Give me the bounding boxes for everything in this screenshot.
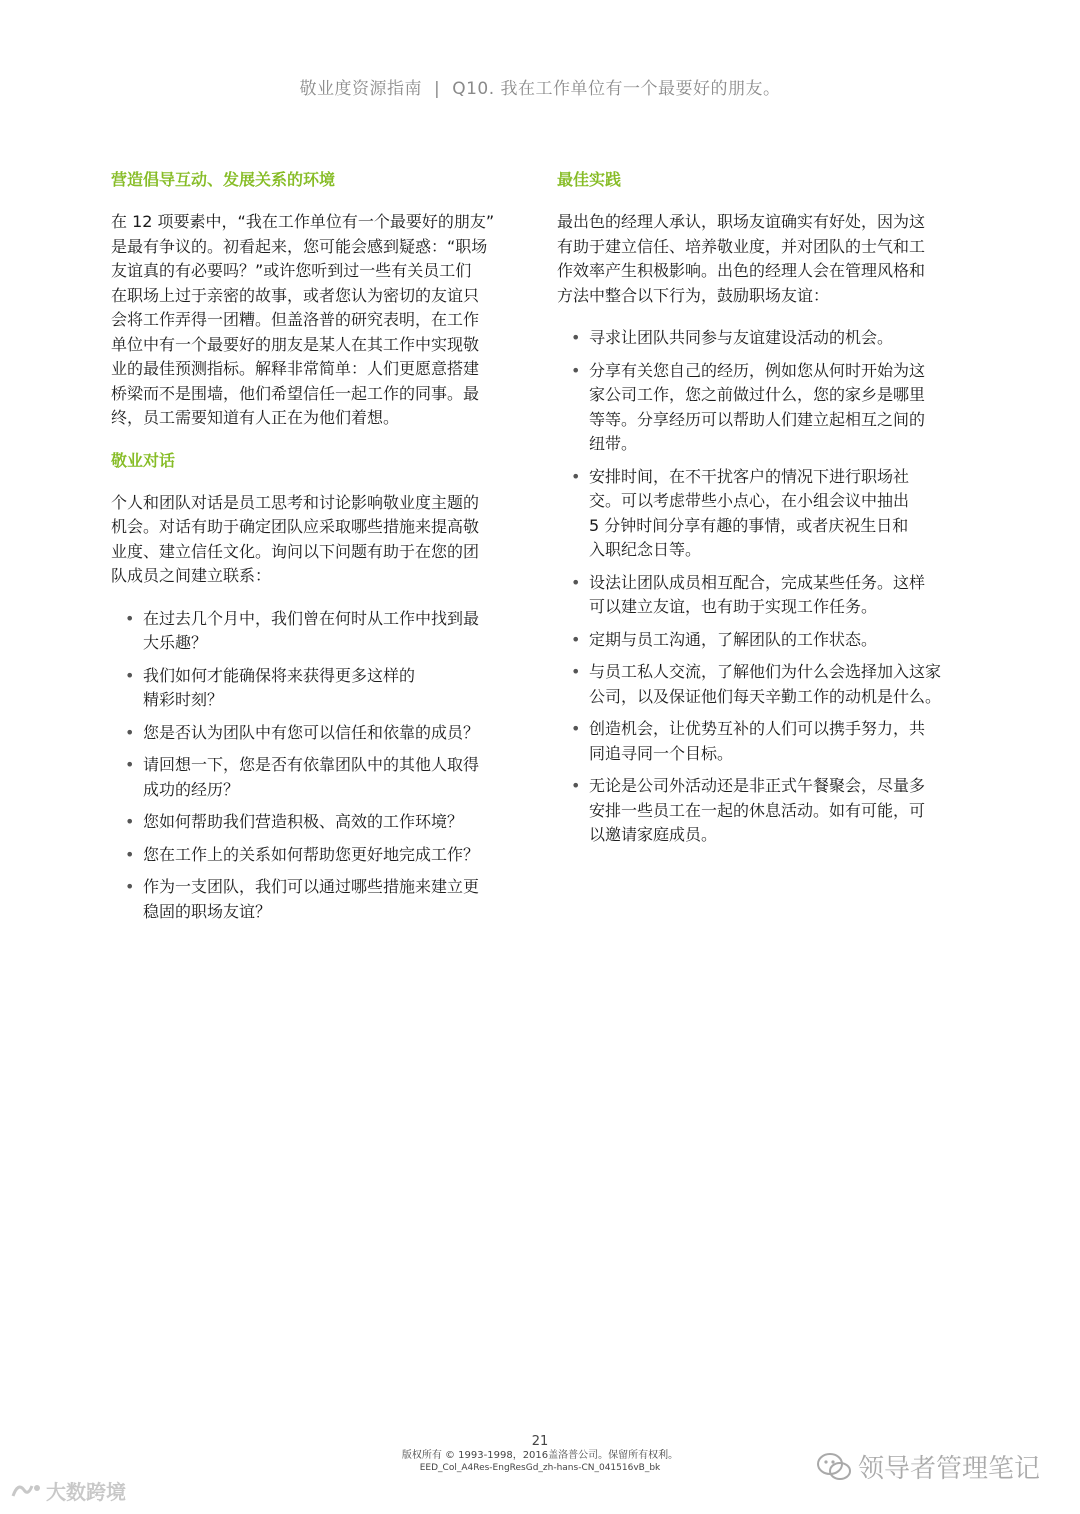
paragraph-dialogue [111,491,523,589]
list-item-line: 可以建立友谊，也有助于实现工作任务。 [589,597,878,616]
list-item-line: 入职纪念日等。 [589,540,702,559]
bullet-icon: • [125,608,135,628]
list-item [111,810,523,835]
list-item [557,660,969,709]
list-item-line: 设法让团队成员相互配合，完成某些任务。这样 [589,572,926,592]
bullet-icon: • [125,665,135,685]
list-item-line: 家公司工作，您之前做过什么，您的家乡是哪里 [589,385,926,404]
paragraph-line: 方法中整合以下行为，鼓励职场友谊： [557,285,830,305]
bullet-icon: • [571,328,581,347]
list-item [557,326,969,351]
bullet-icon: • [571,662,581,681]
list-item-line: 寻求让团队共同参与友谊建设活动的机会。 [589,328,894,347]
list-item [557,465,969,563]
list-item-line: 等等。分享经历可以帮助人们建立起相互之间的 [589,409,926,429]
list-item-line: 安排一些员工在一起的休息活动。如有可能，可 [589,800,926,820]
dialogue-question-list [111,607,523,925]
bullet-icon: • [571,466,581,486]
list-item [111,753,523,802]
paragraph-line: 单位中有一个最要好的朋友是某人在其工作中实现敬 [111,334,480,354]
list-item-line: 交。可以考虑带些小点心，在小组会议中抽出 [589,491,910,510]
watermark-left [10,1476,126,1505]
list-item-line: 作为一支团队，我们可以通过哪些措施来建立更 [143,877,480,896]
header-question: Q10. 我在工作单位有一个最要好的朋友。 [452,79,781,99]
list-item [557,717,969,766]
paragraph-line: 最出色的经理人承认，职场友谊确实有好处，因为这 [557,212,926,231]
list-item [111,607,523,656]
paragraph-line: 业度、建立信任文化。询问以下问题有助于在您的团 [111,541,480,561]
paragraph-line: 队成员之间建立联系： [111,566,272,585]
list-item [111,875,523,924]
paragraph-line: 在职场上过于亲密的故事，或者您认为密切的友谊只 [111,285,480,305]
bullet-icon: • [571,572,581,592]
list-item-line: 公司，以及保证他们每天辛勤工作的动机是什么。 [589,686,942,706]
paragraph-line: 终，员工需要知道有人正在为他们着想。 [111,408,400,427]
bullet-icon: • [571,776,581,795]
list-item-line: 5 分钟时间分享有趣的事情，或者庆祝生日和 [589,515,909,535]
bullet-icon: • [571,629,581,649]
section-title-best-practices: 最佳实践 [557,170,622,189]
list-item [557,774,969,848]
bullet-icon: • [125,877,135,896]
list-item-line: 以邀请家庭成员。 [589,825,718,844]
bullet-icon: • [125,844,135,864]
wechat-icon [816,1452,852,1482]
list-item [111,664,523,713]
paragraph-line: 是最有争议的。初看起来，您可能会感到疑惑：“职场 [111,236,488,256]
paragraph-line: 业的最佳预测指标。解释非常简单：人们更愿意搭建 [111,359,480,378]
list-item-line: 在过去几个月中，我们曾在何时从工作中找到最 [143,608,480,628]
section-title-dialogue: 敬业对话 [111,450,176,470]
list-item-line: 与员工私人交流，了解他们为什么会选择加入这家 [589,662,942,681]
list-item-line: 同追寻同一个目标。 [589,743,734,763]
bullet-icon: • [571,719,581,738]
paragraph-line: 在 12 项要素中，“我在工作单位有一个最要好的朋友” [111,212,495,231]
list-item-line: 无论是公司外活动还是非正式午餐聚会，尽量多 [589,776,926,795]
list-item [557,628,969,653]
paragraph-line: 桥梁而不是围墙，他们希望信任一起工作的同事。最 [111,383,480,403]
paragraph-line: 有助于建立信任、培养敬业度，并对团队的士气和工 [557,236,926,256]
paragraph-line: 友谊真的有必要吗？”或许您听到过一些有关员工们 [111,261,472,280]
list-item [557,571,969,620]
list-item [557,359,969,457]
watermark-right [816,1448,1040,1485]
bullet-icon: • [571,360,581,380]
section-title-environment: 营造倡导互动、发展关系的环境 [111,170,336,189]
paragraph-line: 作效率产生积极影响。出色的经理人会在管理风格和 [557,261,926,280]
best-practices-list [557,326,969,848]
watermark-left-text: 大数跨境 [46,1480,126,1504]
list-item-line: 稳固的职场友谊？ [143,901,272,921]
paragraph-line: 机会。对话有助于确定团队应采取哪些措施来提高敬 [111,517,480,536]
page-number: 21 [531,1434,549,1449]
list-item-line: 大乐趣？ [143,633,208,652]
paragraph-best-practices [557,210,969,308]
watermark-right-text: 领导者管理笔记 [858,1454,1041,1484]
right-column [557,168,969,856]
bullet-icon: • [125,812,135,831]
list-item-line: 您如何帮助我们营造积极、高效的工作环境？ [143,812,464,831]
list-item-line: 创造机会，让优势互补的人们可以携手努力，共 [589,719,926,738]
list-item-line: 安排时间，在不干扰客户的情况下进行职场社 [589,466,910,486]
list-item [111,721,523,746]
left-column [111,168,523,932]
list-item [111,843,523,868]
list-item-line: 请回想一下，您是否有依靠团队中的其他人取得 [143,755,480,774]
list-item-line: 您在工作上的关系如何帮助您更好地完成工作？ [143,844,480,864]
list-item-line: 您是否认为团队中有您可以信任和依靠的成员？ [143,722,480,742]
list-item-line: 定期与员工沟通，了解团队的工作状态。 [589,629,878,649]
list-item-line: 我们如何才能确保将来获得更多这样的 [143,665,416,685]
list-item-line: 成功的经历？ [143,779,240,799]
copyright-notice: 版权所有 © 1993-1998，2016盖洛普公司。保留所有权利。 [401,1450,679,1461]
paragraph-environment [111,210,523,431]
list-item-line: 精彩时刻？ [143,690,224,709]
bullet-icon: • [125,722,135,742]
page-header [0,74,1080,99]
document-code: EED_Col_A4Res-EngResGd_zh-hans-CN_041516vB_bk [419,1463,661,1473]
paragraph-line: 个人和团队对话是员工思考和讨论影响敬业度主题的 [111,492,480,512]
bullet-icon: • [125,755,135,774]
list-item-line: 纽带。 [589,434,638,453]
header-separator: | [433,79,441,99]
header-guide-title: 敬业度资源指南 [299,79,422,99]
paragraph-line: 会将工作弄得一团糟。但盖洛普的研究表明，在工作 [111,310,480,329]
logo-icon [10,1480,42,1502]
list-item-line: 分享有关您自己的经历，例如您从何时开始为这 [589,360,926,380]
